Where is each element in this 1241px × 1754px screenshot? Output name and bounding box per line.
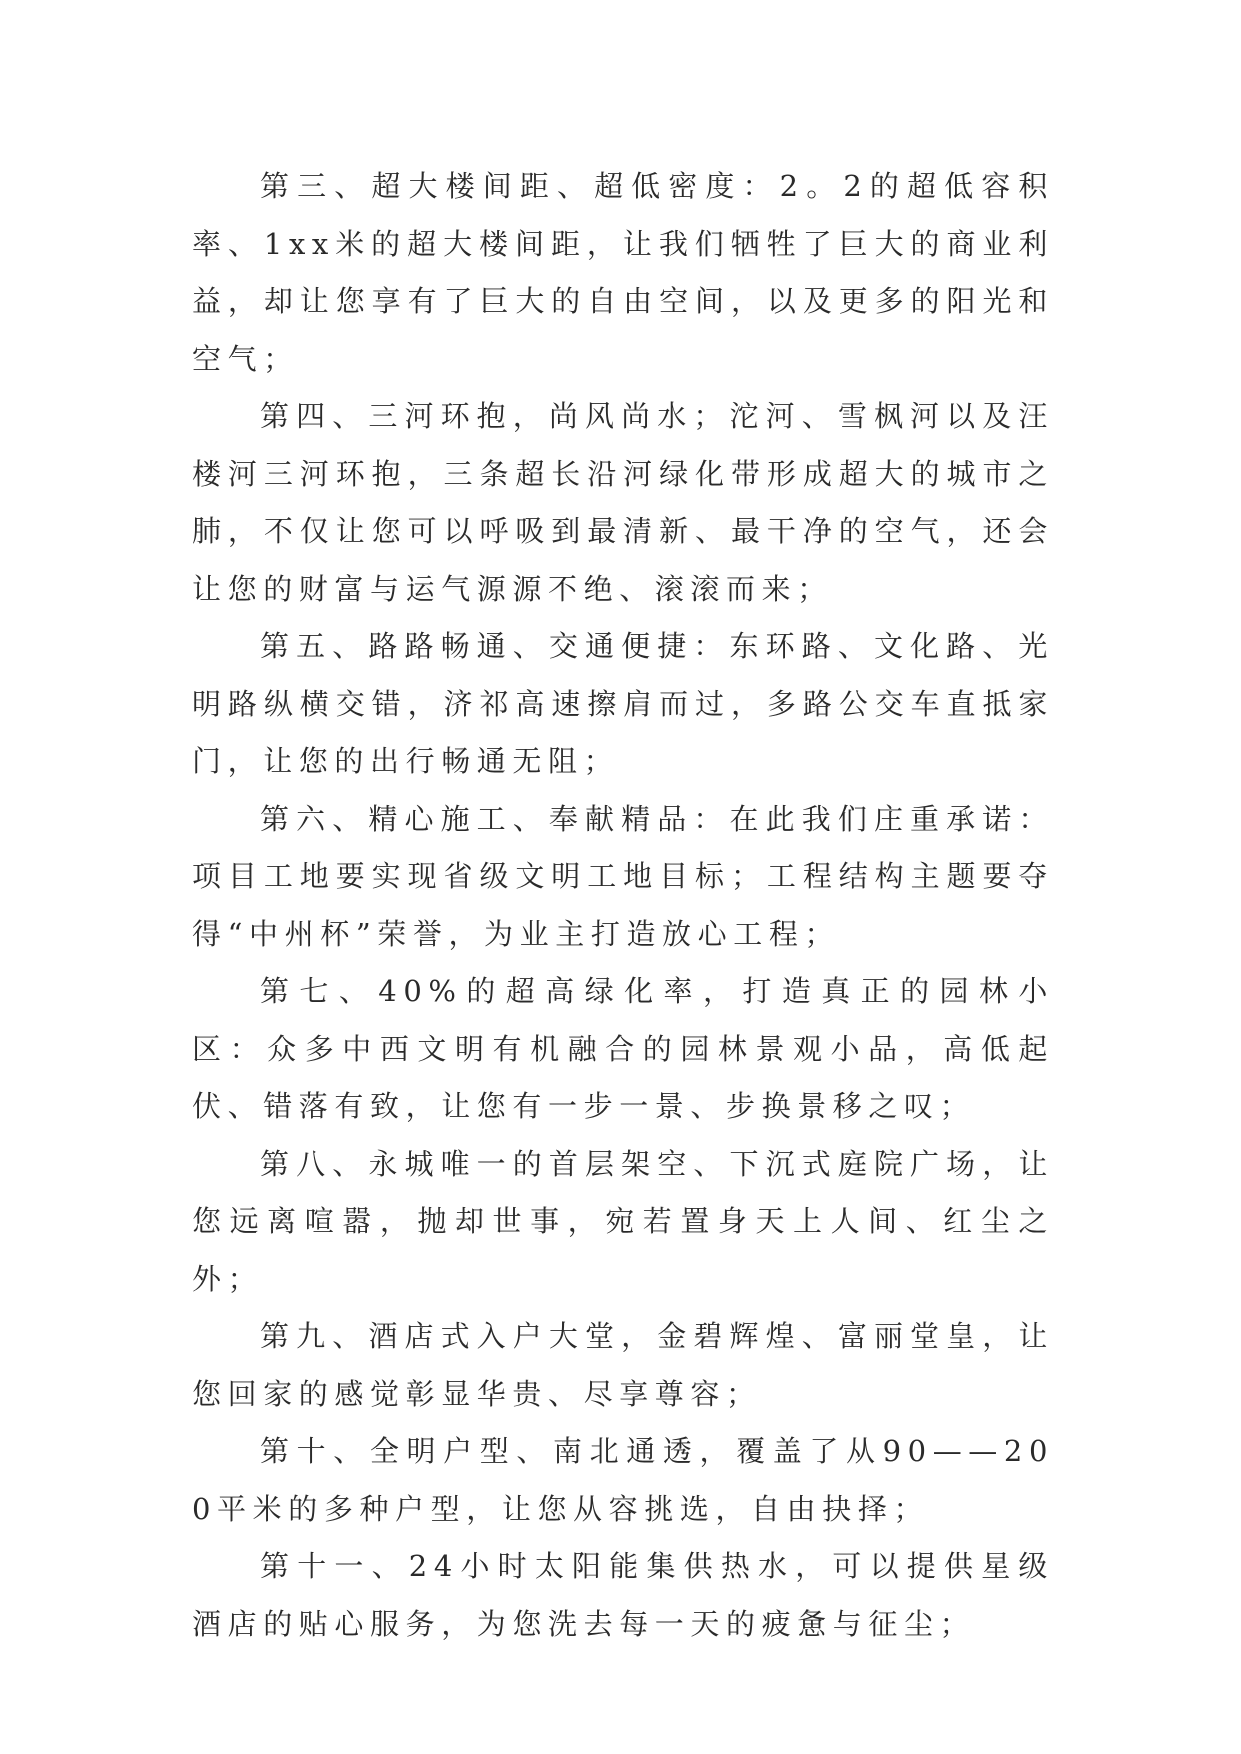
- paragraph-3: 第三、超大楼间距、超低密度：2。2的超低容积率、1xx米的超大楼间距，让我们牺牲了巨大的商业利益，却让您享有了巨大的自由空间，以及更多的阳光和空气；: [192, 169, 1054, 376]
- paragraph-11: 第十一、24小时太阳能集供热水，可以提供星级酒店的贴心服务，为您洗去每一天的疲惫与征尘；: [192, 1549, 1054, 1641]
- paragraph-5: 第五、路路畅通、交通便捷：东环路、文化路、光明路纵横交错，济祁高速擦肩而过，多路公交车直抵家门，让您的出行畅通无阻；: [192, 629, 1054, 778]
- paragraph-6: 第六、精心施工、奉献精品：在此我们庄重承诺：项目工地要实现省级文明工地目标；工程结构主题要夺得“中州杯”荣誉，为业主打造放心工程；: [192, 801, 1054, 951]
- paragraph-10: 第十、全明户型、南北通透，覆盖了从90——200平米的多种户型，让您从容挑选，自由抉择；: [192, 1434, 1054, 1526]
- paragraph-4: 第四、三河环抱，尚风尚水；沱河、雪枫河以及汪楼河三河环抱，三条超长沿河绿化带形成超大的城市之肺，不仅让您可以呼吸到最清新、最干净的空气，还会让您的财富与运气源源不绝、滚滚而来；: [192, 399, 1054, 606]
- document-body: [192, 158, 1054, 1653]
- paragraph-9: 第九、酒店式入户大堂，金碧辉煌、富丽堂皇，让您回家的感觉彰显华贵、尽享尊容；: [192, 1319, 1054, 1411]
- paragraph-8: 第八、永城唯一的首层架空、下沉式庭院广场，让您远离喧嚣，抛却世事，宛若置身天上人间、红尘之外；: [192, 1146, 1054, 1296]
- paragraph-7: 第七、40%的超高绿化率，打造真正的园林小区：众多中西文明有机融合的园林景观小品，高低起伏、错落有致，让您有一步一景、步换景移之叹；: [192, 974, 1054, 1123]
